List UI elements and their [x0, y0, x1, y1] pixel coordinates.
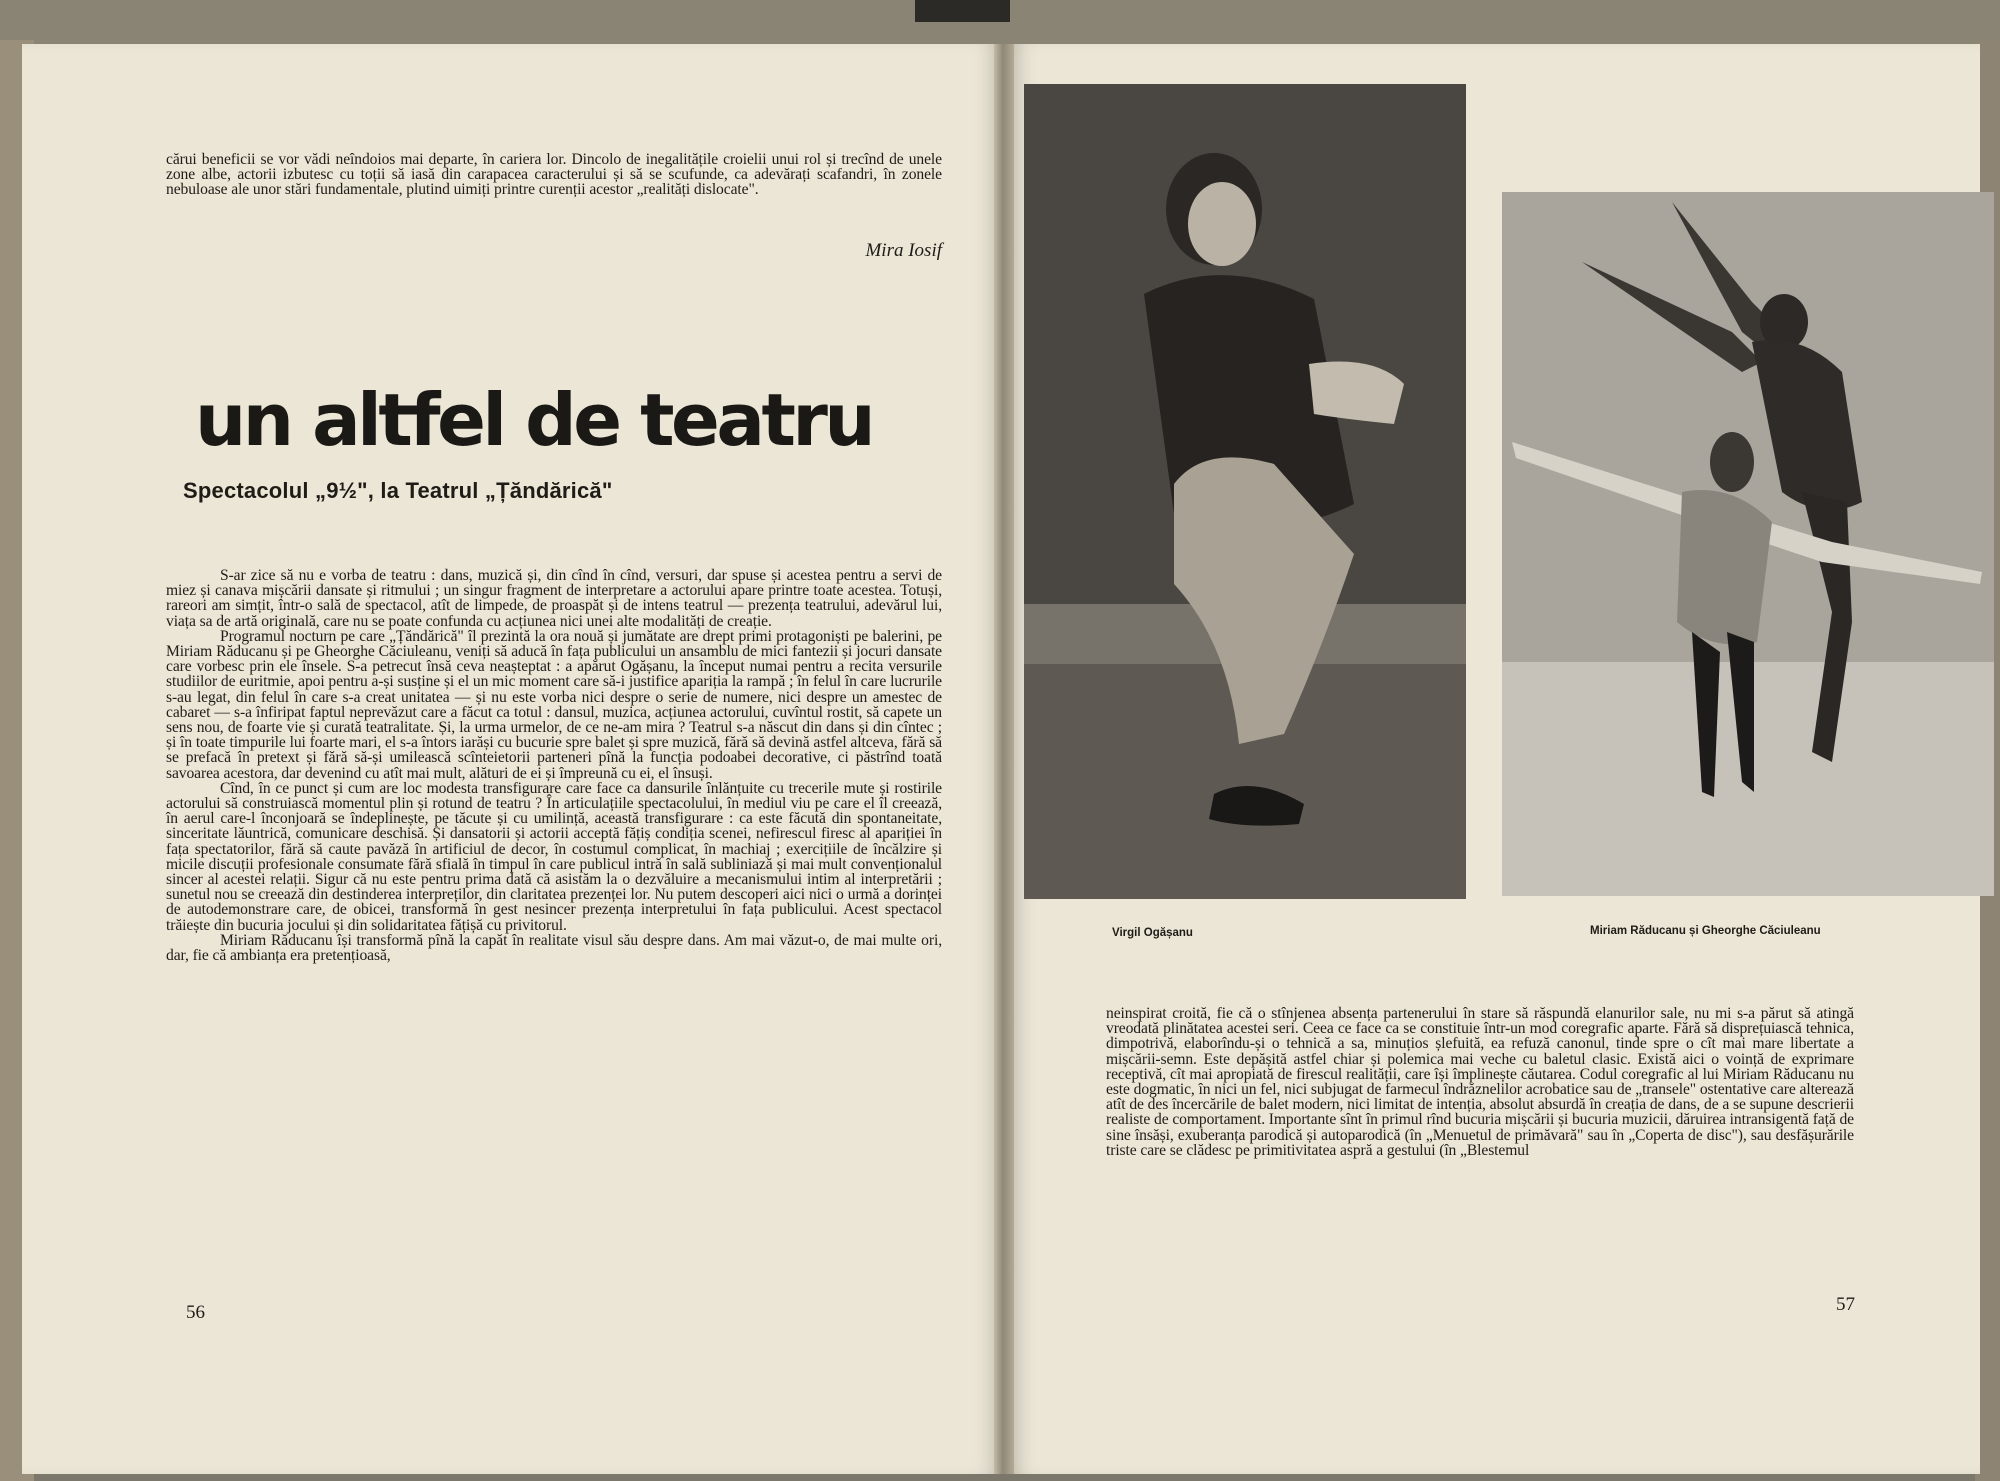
photo-2-illustration — [1502, 192, 1994, 896]
page-number-right: 57 — [1836, 1294, 1855, 1315]
body-paragraph: Miriam Răducanu își transformă pînă la capăt în realitate visul său despre dans. Am mai văzut-o, de mai multe ori, dar, fie că ambianța era pretențioasă, — [166, 931, 942, 965]
author-signature: Mira Iosif — [865, 240, 942, 261]
article-headline: un altfel de teatru — [195, 378, 873, 462]
photo-caption-1: Virgil Ogășanu — [1112, 927, 1193, 939]
photo-1-illustration — [1024, 84, 1466, 899]
book-gutter — [994, 44, 1014, 1474]
page-number-left: 56 — [186, 1302, 205, 1323]
photo-virgil-ogasanu — [1024, 84, 1466, 899]
body-paragraph: S-ar zice să nu e vorba de teatru : dans, muzică și, din cînd în cînd, versuri, dar spuse și acestea pentru a servi de miez și canava mișcării dansate și ritmului ; un singur fragment de interpretare a actorului apare printre toate acestea. Totuși, rareori am simțit, într-o sală de spectacol, atît de limpede, de proaspăt și de intens teatrul — prezența teatrului, adevărul lui, viața sa de artă originală, care nu se poate confunda cu acțiunea nici unei alte modalități de creație. — [166, 567, 942, 630]
body-paragraph: neinspirat croită, fie că o stînjenea absența partenerului în stare să răspundă elanurilor sale, nu mi s-a părut să atingă vreodată plinătatea acestei seri. Ceea ce face ca se constituie într-un mod coregrafic aparte. Fără să disprețuiască tehnica, dimpotrivă, elaborîndu-și o tehnică a sa, minuțios șlefuită, ea refuză canonul, tinde spre o cît mai mare libertate a mișcării-semn. Este depășită astfel chiar și polemica mai veche cu baletul clasic. Există aici o voință de exprimare receptivă, cît mai apropiată de firescul realității, care își împlinește căutarea. Codul coregrafic al lui Miriam Răducanu nu este dogmatic, în nici un fel, nici subjugat de farmecul îndrăznelilor acrobatice sau de „transele" ostentative care alterează atît de des încercările de balet modern, nici limitat de intenția, absolut absurdă în creația de dans, de a se supune descrierii realiste de comportament. Importante sînt în primul rînd bucuria mișcării și bucuria muzicii, dăruirea intransigentă față de sine însăși, exuberanța parodică și autoparodică (în „Menuetul de primăvară" sau în „Coperta de disc"), sau desfășurările triste care se clădesc pe primitivitatea aspră a gestului (în „Blestemul — [1106, 1005, 1854, 1159]
body-paragraph: Programul nocturn pe care „Țăndărică" îl prezintă la ora nouă și jumătate are drept primi protagoniști pe balerini, pe Miriam Răducanu și pe Gheorghe Căciuleanu, veniți să aducă în fața publicului un ansamblu de mici fantezii și jocuri dansate care vorbesc prin ele însele. S-a petrecut însă ceva neașteptat : a apărut Ogășanu, la început numai pentru a recita versurile studiilor de euritmie, apoi pentru a-și susține și el un mic moment care să-i justifice apariția la rampă ; în felul în care lucrurile s-au legat, din felul în care s-a creat unitatea — și nu este vorba nici despre o serie de numere, nici despre un amestec de cabaret — s-a înfiripat faptul neprevăzut care a făcut ca totul : dansul, muzica, acțiunea actorului, cuvîntul rostit, să capete un sens nou, de foarte vie și curată teatralitate. Și, la urma urmelor, de ce ne-am mira ? Teatrul s-a născut din dans și din cîntec ; și în toate timpurile lui foarte mari, el s-a întors iarăși cu bucurie spre balet și spre muzică, fără să devină astfel altceva, fără să se prefacă în pretext și fără să-și umilească scînteietorii parteneri pînă la funcția podoabei decorative, ci păstrînd toată savoarea acestora, dar devenind cu atît mai mult, alături de ei și împreună cu ei, el însuși. — [166, 627, 942, 782]
book-cover-top — [0, 0, 2000, 48]
binding-strip — [915, 0, 1010, 22]
photo-raducanu-caciuleanu — [1502, 192, 1994, 896]
article-body-left — [166, 568, 942, 963]
article-subtitle: Spectacolul „9½", la Teatrul „Țăndărică" — [183, 478, 613, 503]
intro-paragraph-text: cărui beneficii se vor vădi neîndoios mai departe, în cariera lor. Dincolo de inegalitățile croielii unui rol și trecînd de unele zone albe, actorii izbutesc cu toții să iasă din carapacea caracterului și să se scufunde, ca adevărați scafandri, în zonele nebuloase ale unor stări fundamentale, plutind uimiți printre curenții acestor „realități dislocate". — [166, 151, 942, 199]
photo-caption-2: Miriam Răducanu și Gheorghe Căciuleanu — [1590, 925, 1821, 937]
body-paragraph: Cînd, în ce punct și cum are loc modesta transfigurare care face ca dansurile înlănțuite cu trecerile mute și rostirile actorului să construiască momentul plin și rotund de teatru ? În articulațiile spectacolului, în mediul viu pe care el îl creează, în aerul care-l înconjoară se îndeplinește, pe tăcute și cu umilință, această transfigurare : ca este făcută din spontaneitate, sinceritate lăuntrică, comunicare deschisă. Și dansatorii și actorii acceptă fățiș condiția scenei, nefirescul firesc al apariției în fața spectatorilor, fără să caute pavăză în artificiul de decor, în costumul complicat, în machiaj ; exercițiile de încălzire și micile discuții profesionale consumate fără sfială în timpul în care publicul intră în sală subliniază și mai mult convenționalul sincer al acestei relații. Sigur că nu este pentru prima dată că asistăm la o dezvăluire a mecanismului intim al interpretării ; sunetul nou se creează din destinderea interpreților, din claritatea prezenței lor. Nu putem descoperi aici nici o urmă a dorinței de autodemonstrare care, de obicei, transformă în gest nesincer prezența interpretului în fața publicului. Acest spectacol trăiește din bucuria jocului și din solidaritatea fățișă cu privitorul. — [166, 779, 942, 934]
intro-paragraph — [166, 152, 942, 198]
article-body-right — [1106, 1006, 1854, 1158]
